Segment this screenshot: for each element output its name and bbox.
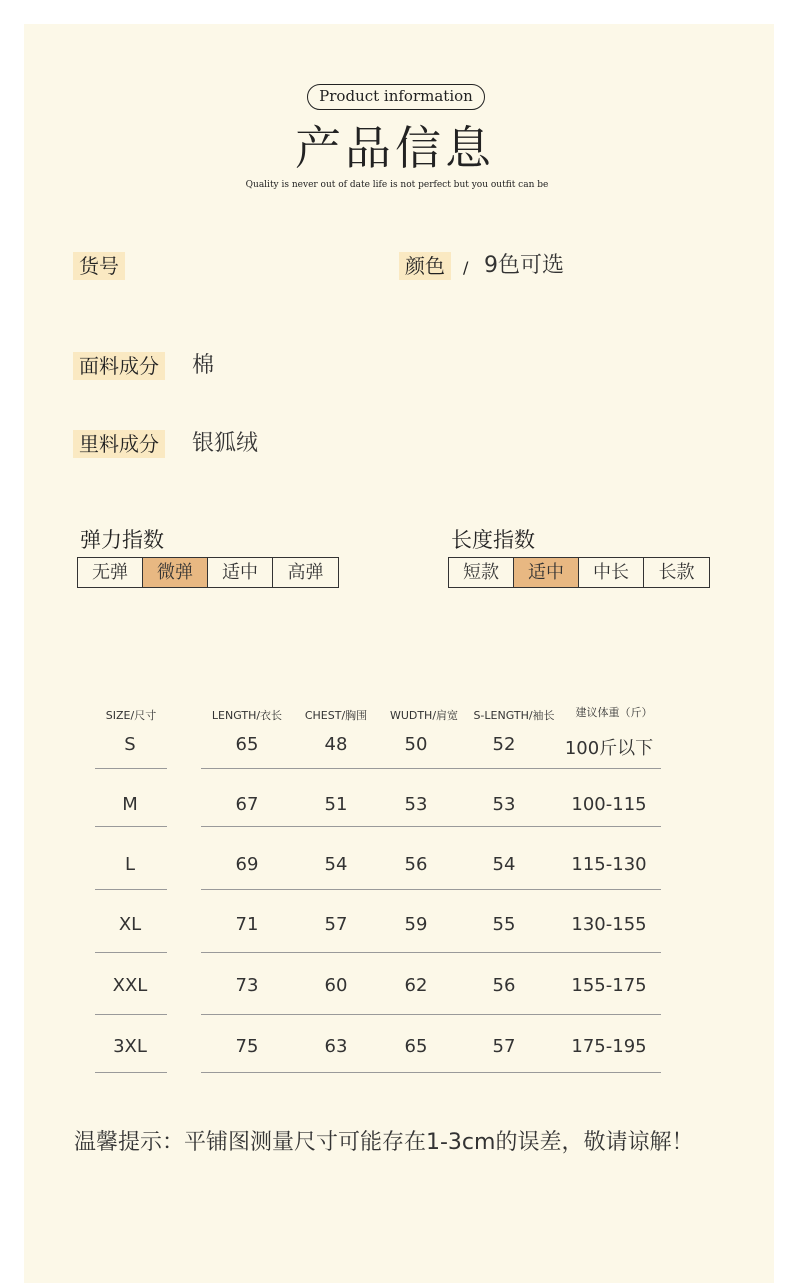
elasticity-option: 无弹: [78, 558, 143, 587]
item-number-label: 货号: [73, 252, 125, 280]
size-cell: XL: [118, 914, 142, 935]
length-header: LENGTH/衣长: [211, 709, 283, 722]
measurement-tip: 温馨提示：平铺图测量尺寸可能存在1-3cm的误差，敬请谅解！: [74, 1130, 694, 1155]
width-cell: 56: [404, 854, 428, 875]
weight-cell: 130-155: [571, 914, 647, 935]
chest-cell: 57: [324, 914, 348, 935]
color-separator: /: [463, 258, 469, 277]
color-label: 颜色: [399, 252, 451, 280]
length-cell: 67: [235, 794, 259, 815]
page-title: 产品信息: [295, 121, 495, 175]
length-title: 长度指数: [451, 528, 535, 552]
size-cell: 3XL: [113, 1036, 147, 1057]
size-cell: S: [124, 734, 136, 755]
row-divider: [201, 889, 661, 890]
weight-cell: 155-175: [571, 975, 647, 996]
size-cell: L: [124, 854, 136, 875]
length-cell: 73: [235, 975, 259, 996]
row-divider: [95, 1014, 167, 1015]
fabric-label: 面料成分: [73, 352, 165, 380]
color-value: 9色可选: [484, 253, 564, 278]
chest-cell: 48: [324, 734, 348, 755]
length-scale: [448, 557, 710, 588]
elasticity-option: 高弹: [287, 562, 324, 583]
row-divider: [95, 768, 167, 769]
lining-label: 里料成分: [73, 430, 165, 458]
sleeve-length-cell: 56: [492, 975, 516, 996]
weight-header: 建议体重（斤）: [575, 706, 653, 719]
elasticity-title: 弹力指数: [80, 528, 164, 552]
weight-cell: 100斤以下: [564, 738, 654, 759]
chest-header: CHEST/胸围: [304, 709, 368, 722]
row-divider: [201, 826, 661, 827]
size-cell: XXL: [112, 975, 148, 996]
product-info-panel: [24, 24, 774, 1283]
sleeve-length-cell: 55: [492, 914, 516, 935]
width-cell: 53: [404, 794, 428, 815]
weight-cell: 100-115: [571, 794, 647, 815]
row-divider: [201, 1072, 661, 1073]
length-cell: 75: [235, 1036, 259, 1057]
product-information-badge: Product information: [307, 84, 485, 110]
sleeve-length-cell: 53: [492, 794, 516, 815]
row-divider: [95, 826, 167, 827]
length-cell: 69: [235, 854, 259, 875]
length-option: 短款: [449, 558, 514, 587]
fabric-value: 棉: [192, 353, 215, 378]
length-option-selected: 适中: [514, 558, 579, 587]
length-option: 中长: [579, 558, 644, 587]
row-divider: [95, 952, 167, 953]
weight-cell: 115-130: [571, 854, 647, 875]
sleeve-length-cell: 54: [492, 854, 516, 875]
sleeve-length-header: S-LENGTH/袖长: [473, 709, 555, 722]
sleeve-length-cell: 52: [492, 734, 516, 755]
chest-cell: 54: [324, 854, 348, 875]
width-cell: 65: [404, 1036, 428, 1057]
width-header: WUDTH/肩宽: [389, 709, 459, 722]
length-cell: 71: [235, 914, 259, 935]
elasticity-option: 适中: [208, 558, 273, 587]
elasticity-scale: [77, 557, 339, 588]
size-header: SIZE/尺寸: [105, 709, 157, 722]
width-cell: 50: [404, 734, 428, 755]
row-divider: [201, 768, 661, 769]
lining-value: 银狐绒: [192, 431, 259, 456]
width-cell: 62: [404, 975, 428, 996]
weight-cell: 175-195: [571, 1036, 647, 1057]
row-divider: [95, 1072, 167, 1073]
chest-cell: 63: [324, 1036, 348, 1057]
chest-cell: 60: [324, 975, 348, 996]
chest-cell: 51: [324, 794, 348, 815]
width-cell: 59: [404, 914, 428, 935]
row-divider: [201, 952, 661, 953]
sleeve-length-cell: 57: [492, 1036, 516, 1057]
elasticity-option-selected: 微弹: [143, 558, 208, 587]
page-subtitle: Quality is never out of date life is not perfect but you outfit can be: [245, 180, 549, 190]
size-cell: M: [122, 794, 138, 815]
row-divider: [95, 889, 167, 890]
length-option: 长款: [658, 562, 695, 583]
row-divider: [201, 1014, 661, 1015]
length-cell: 65: [235, 734, 259, 755]
